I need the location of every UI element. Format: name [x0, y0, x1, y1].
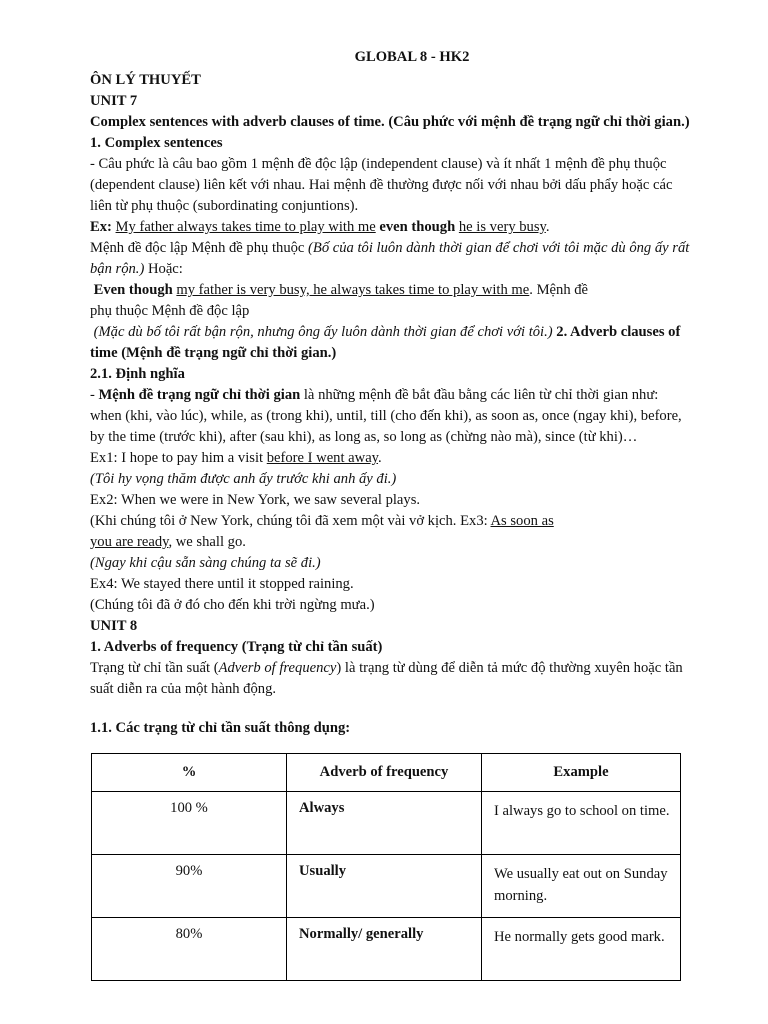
ex2-tail: . Mệnh đề	[529, 282, 589, 298]
document-page	[90, 44, 690, 981]
header-percent: %	[92, 754, 287, 792]
adverb-clauses-heading: 2. Adverb clauses of time (Mệnh đề trạng ngữ chỉ thời gian.)	[90, 324, 681, 361]
example-1	[90, 217, 690, 238]
ex2-conjunction: Even though	[93, 282, 173, 298]
unit8-heading: UNIT 8	[90, 618, 138, 634]
ex1-text: Ex1: I hope to pay him a visit	[90, 450, 267, 466]
doc-title: GLOBAL 8 - HK2	[354, 49, 470, 65]
cell-percent: 90%	[92, 855, 287, 918]
ex2b-line: Ex2: When we were in New York, we saw several plays.	[90, 492, 421, 508]
cell-example: We usually eat out on Sunday morning.	[482, 855, 681, 918]
header-adverb: Adverb of frequency	[287, 754, 482, 792]
table-row	[92, 855, 681, 918]
translation: (Bố của tôi luôn dành thời gian để chơi với tôi mặc dù ông ấy rất bận rộn.)	[90, 240, 690, 277]
unit7-topic: Complex sentences with adverb clauses of time. (Câu phức với mệnh đề trạng ngữ chỉ thời gian.)	[90, 114, 690, 130]
common-adverbs-heading: 1.1. Các trạng từ chỉ tần suất thông dụng:	[90, 720, 351, 736]
ex1-underline: before I went away	[266, 450, 379, 466]
ex2-labels: phụ thuộc Mệnh đề độc lập	[90, 303, 250, 319]
ex3-underline-1: As soon as	[490, 513, 554, 529]
ex1-line	[90, 448, 690, 469]
u8-italic: Adverb of frequency	[218, 660, 337, 676]
ex3-translation: (Ngay khi cậu sẵn sàng chúng ta sẽ đi.)	[90, 555, 321, 571]
unit7-heading: UNIT 7	[90, 93, 138, 109]
ex2b-translation	[90, 511, 690, 532]
table-header-row	[92, 754, 681, 792]
clause-labels: Mệnh đề độc lập Mệnh đề phụ thuộc	[90, 240, 309, 256]
cell-adverb: Normally/ generally	[287, 918, 482, 981]
header-example: Example	[482, 754, 681, 792]
complex-sentences-heading: 1. Complex sentences	[90, 135, 223, 151]
cell-percent: 100 %	[92, 792, 287, 855]
adverbs-frequency-text	[90, 658, 690, 700]
cell-example: I always go to school on time.	[482, 792, 681, 855]
ex4-line: Ex4: We stayed there until it stopped raining.	[90, 576, 354, 592]
ex2b-tr-text: (Khi chúng tôi ở New York, chúng tôi đã xem một vài vở kịch. Ex3:	[90, 513, 491, 529]
u8-text-b: ) là trạng từ dùng để diễn tả mức độ thường xuyên hoặc tần suất diễn ra của một hành động.	[90, 660, 683, 697]
ex-dot: .	[545, 219, 550, 235]
definition-body: là những mệnh đề bắt đầu bằng các liên từ chỉ thời gian như: when (khi, vào lúc), while, as (trong khi), until, till (cho đến khi), as soon as, once (ngay khi), before, by the time (trước khi), after (sau khi), as long as, so long as (chừng nào mà), since (từ khi)…	[90, 387, 682, 445]
cell-adverb: Usually	[287, 855, 482, 918]
frequency-table	[91, 753, 681, 981]
ex2-translation: (Mặc dù bố tôi rất bận rộn, nhưng ông ấy luôn dành thời gian để chơi với tôi.)	[93, 324, 553, 340]
ex4-translation: (Chúng tôi đã ở đó cho đến khi trời ngừng mưa.)	[90, 597, 375, 613]
or-label: Hoặc:	[144, 261, 183, 277]
ex1-dot: .	[378, 450, 382, 466]
section-heading: ÔN LÝ THUYẾT	[90, 72, 201, 88]
adverbs-frequency-heading: 1. Adverbs of frequency (Trạng từ chỉ tần suất)	[90, 639, 383, 655]
complex-sentences-text: - Câu phức là câu bao gồm 1 mệnh đề độc lập (independent clause) và ít nhất 1 mệnh đề phụ thuộc (dependent clause) liên kết với nhau. Hai mệnh đề thường được nối với nhau bởi dấu phẩy hoặc các liên từ phụ thuộc (subordinating conjuntions).	[90, 156, 673, 214]
cell-example: He normally gets good mark.	[482, 918, 681, 981]
ex-main-clause: My father always takes time to play with me	[115, 219, 376, 235]
ex-dependent-clause: he is very busy	[458, 219, 546, 235]
u8-text-a: Trạng từ chỉ tần suất (	[90, 660, 219, 676]
ex3-underline-2: you are ready	[90, 534, 169, 550]
ex2-translation-line	[90, 322, 690, 364]
ex-label: Ex:	[90, 219, 112, 235]
table-row	[92, 918, 681, 981]
ex-conjunction: even though	[379, 219, 456, 235]
cell-percent: 80%	[92, 918, 287, 981]
definition-text	[90, 385, 690, 448]
def-dash: -	[90, 387, 99, 403]
table-row	[92, 792, 681, 855]
ex1-translation: (Tôi hy vọng thăm được anh ấy trước khi anh ấy đi.)	[90, 471, 397, 487]
ex3-line	[90, 532, 690, 553]
example-1-translation	[90, 238, 690, 280]
example-2	[90, 280, 690, 301]
definition-term: Mệnh đề trạng ngữ chỉ thời gian	[98, 387, 301, 403]
ex2-text: my father is very busy, he always takes time to play with me	[176, 282, 530, 298]
cell-adverb: Always	[287, 792, 482, 855]
ex3-rest: , we shall go.	[168, 534, 246, 550]
definition-heading: 2.1. Định nghĩa	[90, 366, 185, 382]
